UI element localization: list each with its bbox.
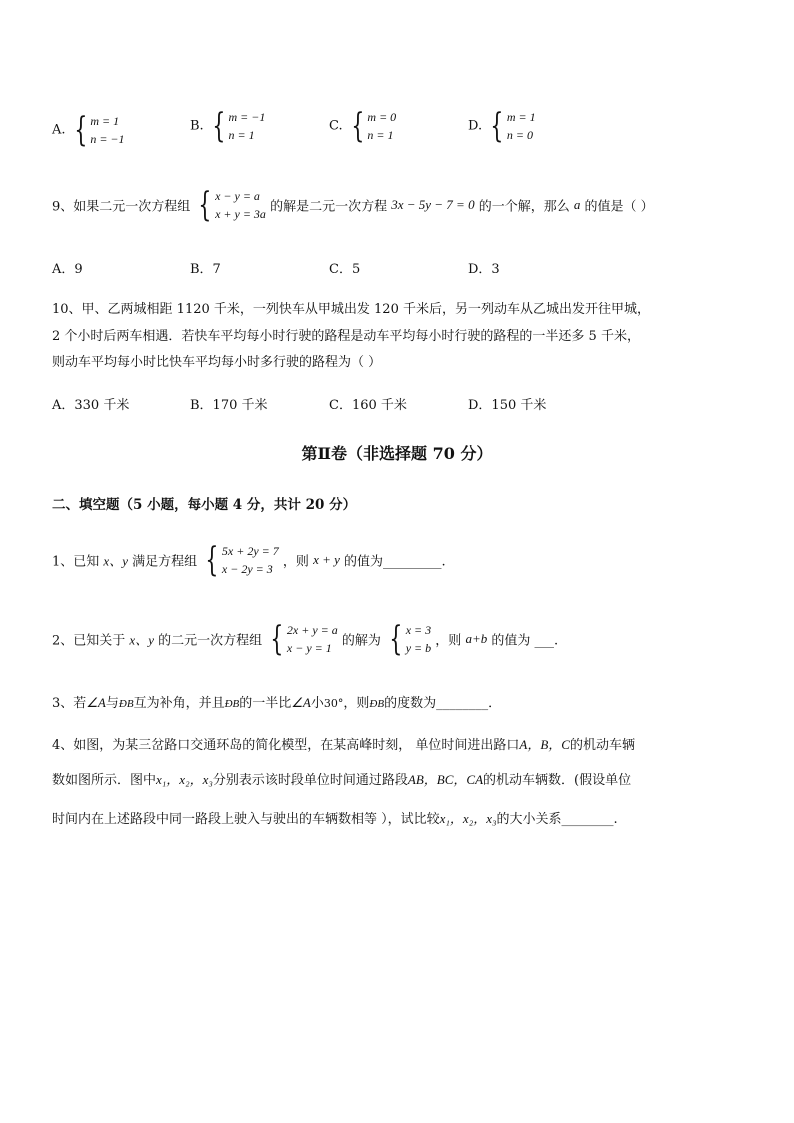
f4-text: 数如图所示．图中 xyxy=(52,773,157,788)
q10-option-d: D．150 千米 xyxy=(468,398,547,413)
q10-option-c: C．160 千米 xyxy=(329,398,407,413)
f4-text: 的机动车辆数．(假设单位 xyxy=(483,773,632,788)
equation-system: { m = 1 n = −1 xyxy=(74,110,125,150)
eq-row: x = 3 xyxy=(405,623,432,637)
f2-suffix1: ，则 xyxy=(435,633,462,649)
fill-question-1 xyxy=(52,542,446,578)
equation-system: { 2x + y = a x − y = 1 xyxy=(270,619,338,659)
fill-question-4-line2 xyxy=(52,769,631,788)
f4-text: 的大小关系________. xyxy=(496,812,618,827)
angle-b: ÐB xyxy=(369,698,385,710)
eq-row: y = b xyxy=(405,641,432,655)
f4-vars: AB，BC，CA xyxy=(407,772,484,787)
fill-question-4-line1 xyxy=(52,734,635,753)
option-label: A. xyxy=(52,122,66,138)
f4-vars: x₁，x₂，x₃ xyxy=(439,811,497,826)
q10-option-b: B．170 千米 xyxy=(190,398,268,413)
solution-system: { x = 3 y = b xyxy=(389,619,432,659)
q9-option-d: D．3 xyxy=(468,262,500,277)
q9-option-b: B．7 xyxy=(190,262,221,277)
f1-suffix2: 的值为_________. xyxy=(344,554,446,570)
f4-text: 的机动车辆 xyxy=(569,738,635,753)
f4-vars: A，B，C xyxy=(519,737,570,752)
f3-text: 的度数为________． xyxy=(384,696,502,711)
equation-system: { m = 0 n = 1 xyxy=(351,106,397,146)
f3-text: 与 xyxy=(105,696,119,711)
fill-question-2 xyxy=(52,621,558,657)
q8-option-c xyxy=(329,108,396,144)
f1-prefix: 1、已知 xyxy=(52,554,100,570)
f3-text: 小 xyxy=(310,696,324,711)
f2-mid2: 的解为 xyxy=(341,633,381,649)
option-label: B. xyxy=(190,118,204,134)
f3-text: ，则 xyxy=(343,696,370,711)
f1-suffix1: ，则 xyxy=(282,554,309,570)
eq-row: x − y = 1 xyxy=(286,641,332,655)
eq-row: m = 1 xyxy=(90,114,120,128)
f3-text: 3、若 xyxy=(52,696,87,711)
eq-row: m = −1 xyxy=(228,110,266,124)
eq-row: 2x + y = a xyxy=(286,623,338,637)
eq-row: m = 1 xyxy=(506,110,536,124)
question-10-line2: 2 个小时后两车相遇．若快车平均每小时行驶的路程是动车平均每小时行驶的路程的一半还多 5 千米， xyxy=(52,329,640,344)
eq-row: x − 2y = 3 xyxy=(221,562,273,576)
eq-row: 5x + 2y = 7 xyxy=(221,544,279,558)
f4-text: 分别表示该时段单位时间通过路段 xyxy=(212,773,408,788)
f2-suffix2: 的值为 ___. xyxy=(491,633,559,649)
degree-value: 30° xyxy=(323,697,344,710)
q9-option-a: A．9 xyxy=(52,262,83,277)
f3-text: 互为补角，并且 xyxy=(133,696,225,711)
q8-option-a xyxy=(52,112,125,148)
q8-option-b xyxy=(190,108,265,144)
angle-a: ∠A xyxy=(291,695,311,710)
question-10-line3: 则动车平均每小时比快车平均每小时多行驶的路程为（ ） xyxy=(52,355,382,370)
q10-option-a: A．330 千米 xyxy=(52,398,130,413)
equation-system: { m = −1 n = 1 xyxy=(212,106,266,146)
f4-text: 4、如图，为某三岔路口交通环岛的简化模型，在某高峰时刻， 单位时间进出路口 xyxy=(52,738,520,753)
angle-b: ÐB xyxy=(224,698,240,710)
f2-prefix: 2、已知关于 xyxy=(52,633,126,649)
option-label: D. xyxy=(468,118,483,134)
eq-row: n = 1 xyxy=(228,128,255,142)
option-label: C. xyxy=(329,118,343,134)
f3-text: 的一半比 xyxy=(239,696,292,711)
question-9 xyxy=(52,187,654,223)
equation-system: { 5x + 2y = 7 x − 2y = 3 xyxy=(205,540,279,580)
question-10-line1: 10、甲、乙两城相距 1120 千米，一列快车从甲城出发 120 千米后，另一列动车从乙城出发开往甲城， xyxy=(52,302,650,317)
f2-mid: 的二元一次方程组 xyxy=(158,633,263,649)
fill-question-3 xyxy=(52,692,501,711)
f1-mid: 满足方程组 xyxy=(132,554,198,570)
eq-row: n = 1 xyxy=(367,128,394,142)
q9-option-c: C．5 xyxy=(329,262,361,277)
q9-prefix: 9、如果二元一次方程组 xyxy=(52,199,191,215)
fill-question-4-line3 xyxy=(52,808,618,827)
f4-text: 时间内在上述路段中同一路段上驶入与驶出的车辆数相等 ），试比较 xyxy=(52,812,440,827)
f1-expr: x + y xyxy=(313,552,340,567)
angle-b: ÐB xyxy=(118,698,134,710)
q8-option-d xyxy=(468,108,536,144)
f1-vars: x、y xyxy=(103,553,128,569)
equation-system: { x − y = a x + y = 3a xyxy=(198,185,266,225)
section-title: 第Ⅱ卷（非选择题 70 分） xyxy=(301,444,493,463)
equation-system: { m = 1 n = 0 xyxy=(490,106,536,146)
f4-vars: x₁，x₂，x₃ xyxy=(156,772,213,787)
eq-row: x + y = 3a xyxy=(215,207,266,221)
eq-row: n = −1 xyxy=(90,132,125,146)
eq-row: m = 0 xyxy=(367,110,397,124)
q9-var: a xyxy=(573,197,581,212)
angle-a: ∠A xyxy=(86,695,106,710)
q9-equation: 3x − 5y − 7 = 0 xyxy=(391,197,475,212)
eq-row: n = 0 xyxy=(506,128,533,142)
f2-vars: x、y xyxy=(129,632,154,648)
f2-expr: a+b xyxy=(465,631,488,646)
section-subtitle: 二、填空题（5 小题，每小题 4 分，共计 20 分） xyxy=(52,497,357,513)
q9-middle: 的解是二元一次方程 xyxy=(270,199,388,215)
q9-middle2: 的一个解，那么 xyxy=(478,199,570,215)
q9-suffix: 的值是（ ） xyxy=(584,199,654,215)
eq-row: x − y = a xyxy=(215,189,260,203)
